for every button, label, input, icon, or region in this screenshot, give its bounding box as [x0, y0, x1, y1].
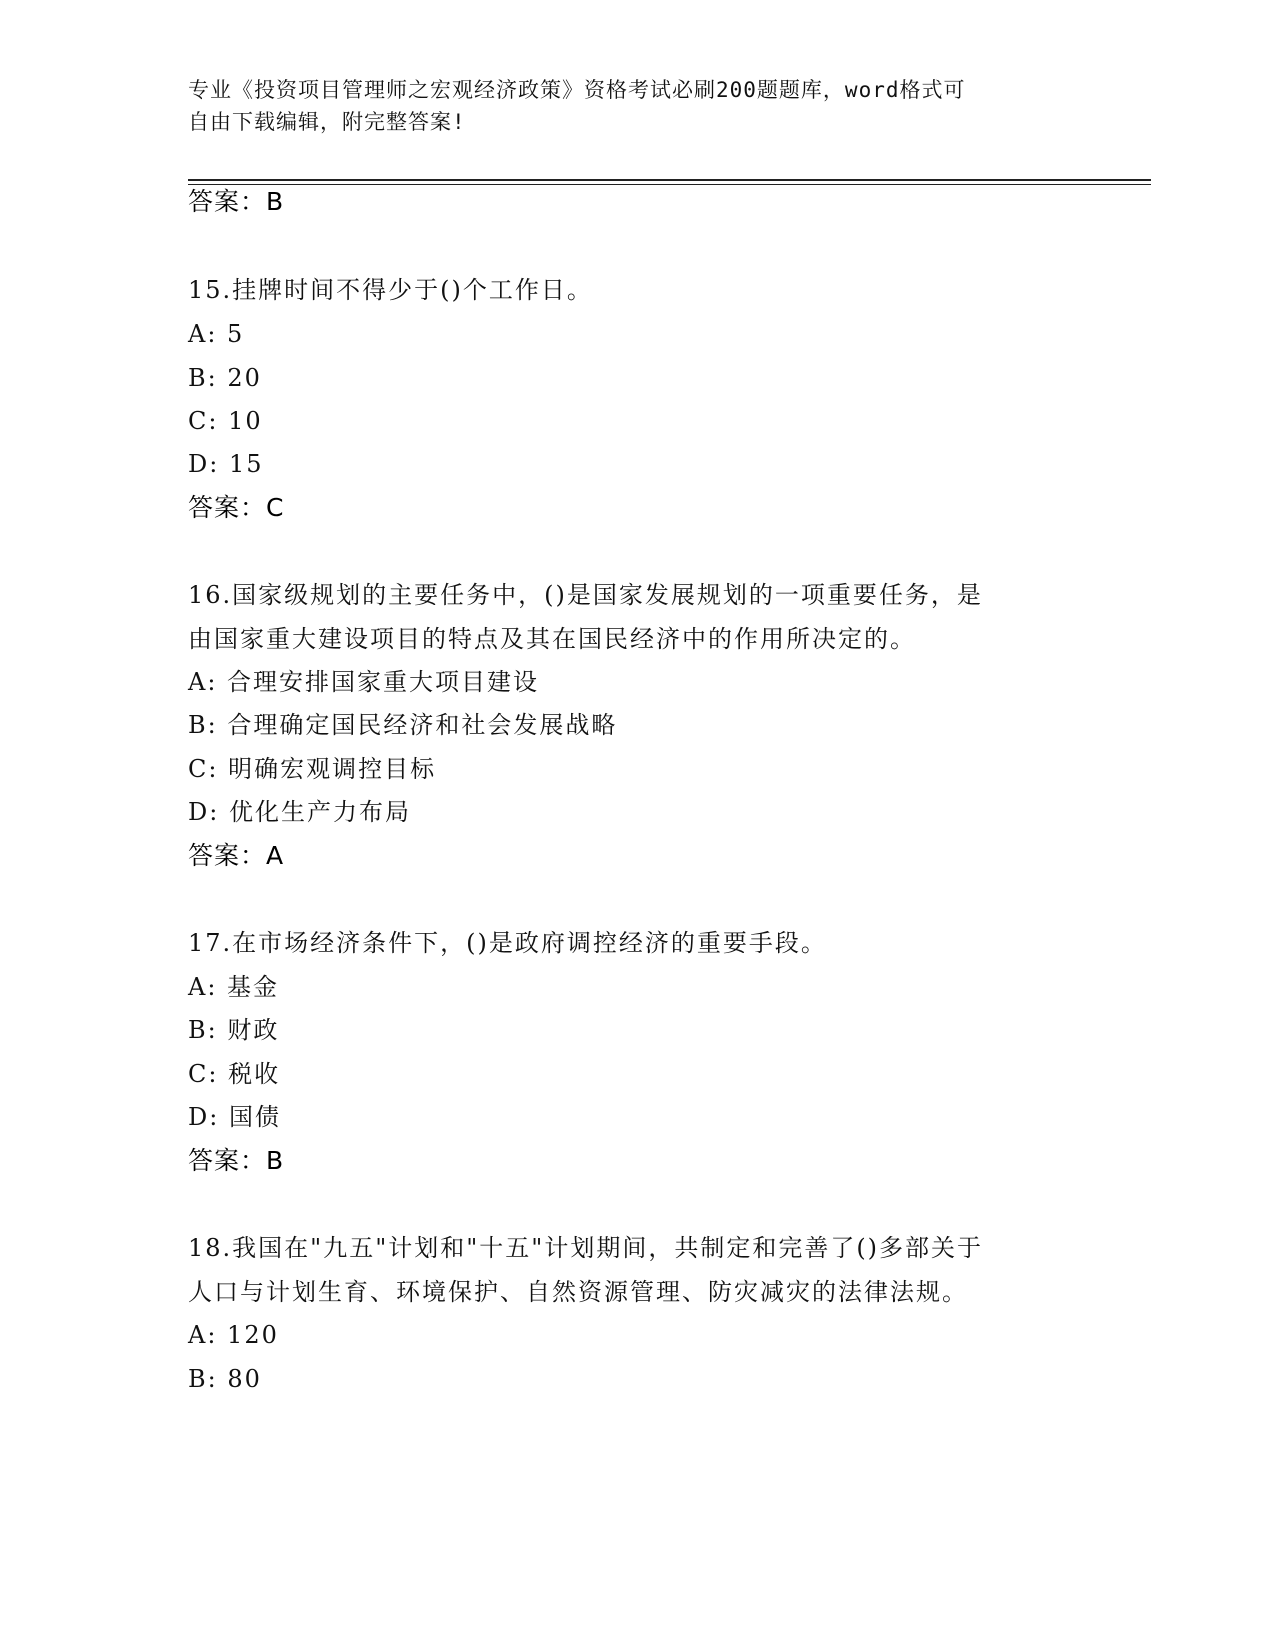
question-17-stem: 17.在市场经济条件下，()是政府调控经济的重要手段。 [188, 929, 827, 957]
question-17-option-d: D: 国债 [188, 1103, 281, 1131]
answer-line: 答案：B [188, 187, 285, 216]
question-16-option-b: B: 合理确定国民经济和社会发展战略 [188, 711, 618, 739]
question-17-answer: 答案：B [188, 1146, 285, 1175]
question-18-stem-line-2: 人口与计划生育、环境保护、自然资源管理、防灾减灾的法律法规。 [188, 1278, 968, 1306]
header-divider-thin [188, 184, 1151, 185]
question-17-option-a: A: 基金 [188, 973, 280, 1001]
header-line-2: 自由下载编辑，附完整答案! [188, 110, 466, 134]
question-18-option-b: B: 80 [188, 1365, 262, 1393]
question-16-stem-line-2: 由国家重大建设项目的特点及其在国民经济中的作用所决定的。 [188, 625, 916, 653]
question-15-stem: 15.挂牌时间不得少于()个工作日。 [188, 276, 593, 304]
header-line-1: 专业《投资项目管理师之宏观经济政策》资格考试必刷200题题库，word格式可 [188, 78, 966, 102]
question-18-stem-line-1: 18.我国在"九五"计划和"十五"计划期间，共制定和完善了()多部关于 [188, 1234, 984, 1262]
document-header [188, 74, 1068, 138]
question-15-option-a: A: 5 [188, 320, 245, 348]
question-16-stem-line-1: 16.国家级规划的主要任务中，()是国家发展规划的一项重要任务，是 [188, 581, 983, 609]
question-15-option-c: C: 10 [188, 407, 263, 435]
question-16-option-c: C: 明确宏观调控目标 [188, 755, 437, 783]
question-16-answer: 答案：A [188, 841, 285, 870]
question-16-option-d: D: 优化生产力布局 [188, 798, 411, 826]
question-17-option-b: B: 财政 [188, 1016, 280, 1044]
question-15-answer: 答案：C [188, 493, 285, 522]
question-16-option-a: A: 合理安排国家重大项目建设 [188, 668, 540, 696]
header-divider-thick [188, 179, 1151, 181]
question-15-option-b: B: 20 [188, 364, 262, 392]
question-17-option-c: C: 税收 [188, 1060, 281, 1088]
question-18-option-a: A: 120 [188, 1321, 279, 1349]
question-15-option-d: D: 15 [188, 450, 264, 478]
